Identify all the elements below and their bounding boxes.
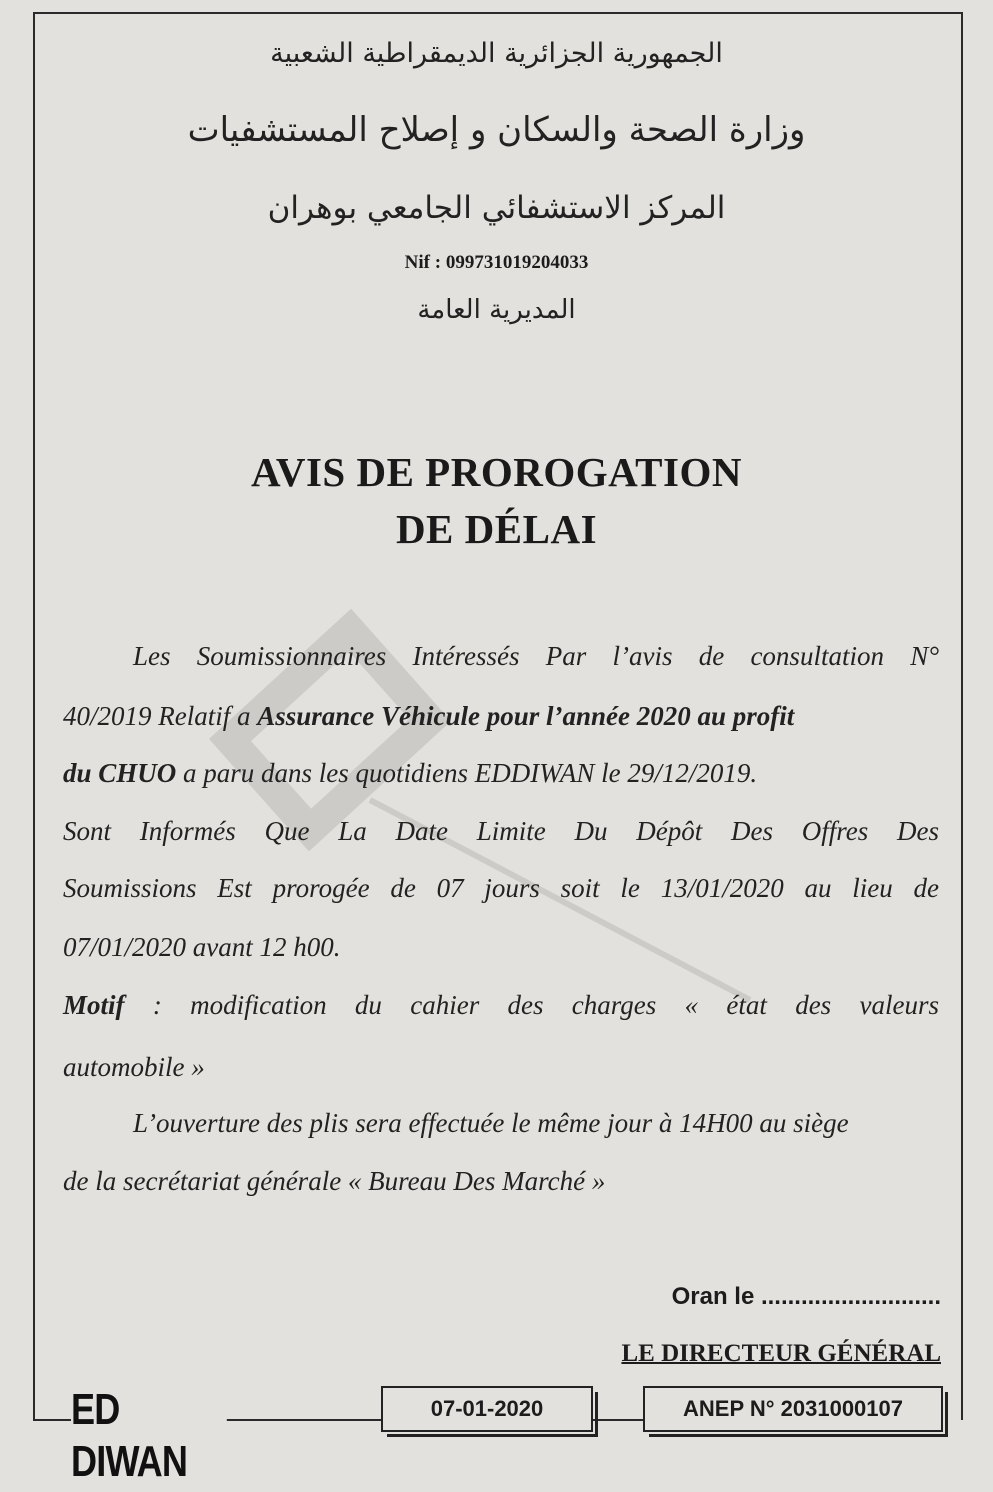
motif-label: Motif xyxy=(63,990,125,1020)
body-p2-line1: Sont Informés Que La Date Limite Du Dépôt Des Offres Des xyxy=(63,816,939,846)
body-p1-line2 xyxy=(63,701,939,732)
publication-date: 07-01-2020 xyxy=(381,1386,593,1432)
bottom-rule-mid xyxy=(590,1419,645,1421)
body-p1-line2-text: 40/2019 Relatif a xyxy=(63,701,258,731)
body-p3-line2: de la secrétariat générale « Bureau Des Marché » xyxy=(63,1166,606,1196)
body-motif-line1 xyxy=(63,990,939,1021)
body-p3-line1: L’ouverture des plis sera effectuée le même jour à 14H00 au siège xyxy=(133,1108,849,1138)
motif-text: : modification du cahier des charges « état des valeurs xyxy=(124,990,939,1020)
signature-place: Oran le ........................... xyxy=(671,1283,941,1310)
body-p2-line2: Soumissions Est prorogée de 07 jours soit le 13/01/2020 au lieu de xyxy=(63,873,939,903)
notice-title-line2: DE DÉLAI xyxy=(395,506,598,552)
newspaper-logo: ED DIWAN xyxy=(71,1384,227,1436)
body-motif-line2: automobile » xyxy=(63,1052,205,1082)
header-hospital: المركز الاستشفائي الجامعي بوهران xyxy=(267,190,726,226)
anep-number: ANEP N° 2031000107 xyxy=(643,1386,943,1432)
header-ministry: وزارة الصحة والسكان و إصلاح المستشفيات xyxy=(187,110,806,150)
body-p1-line3-text: a paru dans les quotidiens EDDIWAN le 29/12/2019. xyxy=(176,758,758,788)
header-republic: الجمهورية الجزائرية الديمقراطية الشعبية xyxy=(270,38,723,69)
body-subject: Assurance Véhicule pour l’année 2020 au profit xyxy=(257,701,795,731)
signature-title: LE DIRECTEUR GÉNÉRAL xyxy=(621,1340,941,1367)
notice-title-line1: AVIS DE PROROGATION xyxy=(251,449,742,495)
body-p2-line3: 07/01/2020 avant 12 h00. xyxy=(63,932,341,962)
body-p1-line3 xyxy=(63,758,939,789)
body-p1-line1: Les Soumissionnaires Intéressés Par l’avis de consultation N° xyxy=(133,641,939,671)
header-direction: المديرية العامة xyxy=(417,295,576,325)
body-chuo: du CHUO xyxy=(63,758,177,788)
nif-number: Nif : 099731019204033 xyxy=(404,252,589,273)
